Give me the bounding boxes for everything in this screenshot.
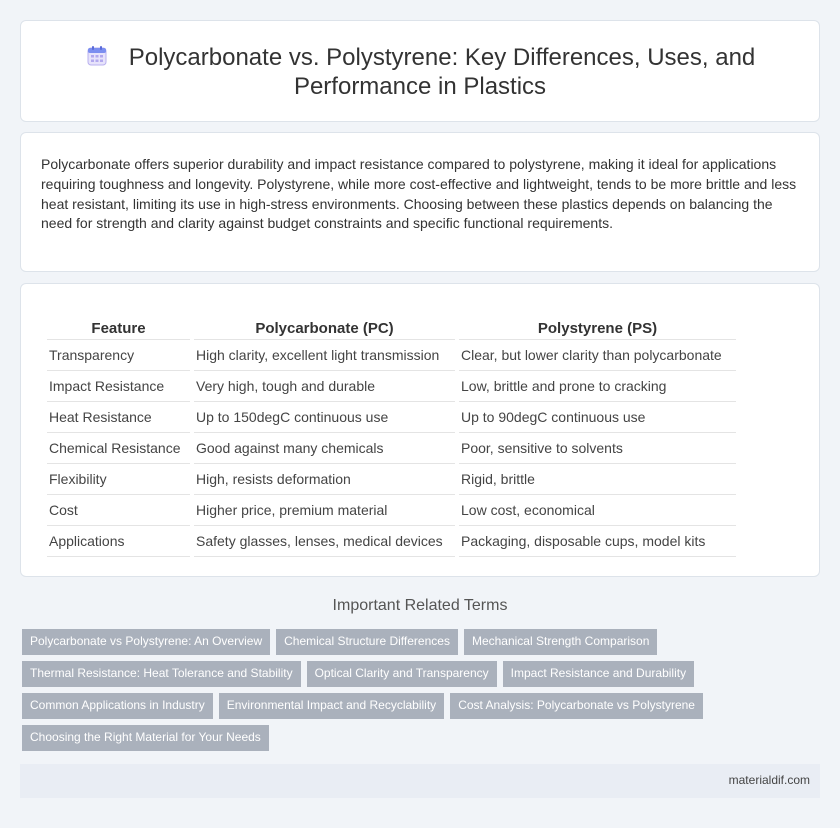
related-term-tag[interactable]: Cost Analysis: Polycarbonate vs Polystyrene bbox=[450, 693, 703, 719]
comparison-table bbox=[43, 314, 740, 557]
footer bbox=[20, 764, 820, 798]
table-cell: High clarity, excellent light transmission bbox=[194, 340, 455, 371]
table-cell: Poor, sensitive to solvents bbox=[459, 433, 736, 464]
table-cell: Flexibility bbox=[47, 464, 190, 495]
intro-card bbox=[20, 132, 820, 272]
title-line-1: Polycarbonate vs. Polystyrene: Key Differences, Uses, and bbox=[128, 44, 756, 71]
table-cell: Low cost, economical bbox=[459, 495, 736, 526]
table-row bbox=[47, 340, 736, 371]
table-row bbox=[47, 402, 736, 433]
table-cell: Impact Resistance bbox=[47, 371, 190, 402]
related-term-tag[interactable]: Mechanical Strength Comparison bbox=[464, 629, 657, 655]
intro-text: Polycarbonate offers superior durability and impact resistance compared to polystyrene, making it ideal for applications requiring toughness and longevity. Polystyrene, while more cost-effective and lightweight, tends to be more brittle and less heat resistant, limiting its use in high-stress environments. Choosing between these plastics depends on balancing the need for strength and clarity against budget constraints and specific functional requirements. bbox=[41, 156, 797, 232]
footer-site[interactable]: materialdif.com bbox=[728, 773, 810, 787]
table-cell: Applications bbox=[47, 526, 190, 557]
related-terms-list bbox=[22, 629, 722, 751]
comparison-card bbox=[20, 283, 820, 577]
table-cell: Chemical Resistance bbox=[47, 433, 190, 464]
title-line-2: Performance in Plastics bbox=[293, 73, 547, 100]
title-card bbox=[20, 20, 820, 122]
table-row bbox=[47, 433, 736, 464]
related-term-tag[interactable]: Optical Clarity and Transparency bbox=[307, 661, 497, 687]
column-header: Polystyrene (PS) bbox=[459, 314, 736, 340]
table-cell: Cost bbox=[47, 495, 190, 526]
related-term-tag[interactable]: Impact Resistance and Durability bbox=[503, 661, 694, 687]
table-row bbox=[47, 526, 736, 557]
table-cell: Up to 90degC continuous use bbox=[459, 402, 736, 433]
table-cell: Low, brittle and prone to cracking bbox=[459, 371, 736, 402]
table-cell: Rigid, brittle bbox=[459, 464, 736, 495]
table-cell: Higher price, premium material bbox=[194, 495, 455, 526]
table-cell: Packaging, disposable cups, model kits bbox=[459, 526, 736, 557]
table-header-row bbox=[47, 314, 736, 340]
table-cell: Transparency bbox=[47, 340, 190, 371]
table-cell: Clear, but lower clarity than polycarbonate bbox=[459, 340, 736, 371]
table-cell: Very high, tough and durable bbox=[194, 371, 455, 402]
related-terms-heading: Important Related Terms bbox=[332, 597, 508, 614]
page-title bbox=[21, 43, 819, 101]
related-term-tag[interactable]: Polycarbonate vs Polystyrene: An Overview bbox=[22, 629, 270, 655]
table-cell: Good against many chemicals bbox=[194, 433, 455, 464]
related-term-tag[interactable]: Chemical Structure Differences bbox=[276, 629, 458, 655]
table-cell: High, resists deformation bbox=[194, 464, 455, 495]
column-header: Feature bbox=[47, 314, 190, 340]
table-cell: Safety glasses, lenses, medical devices bbox=[194, 526, 455, 557]
related-term-tag[interactable]: Common Applications in Industry bbox=[22, 693, 213, 719]
related-term-tag[interactable]: Choosing the Right Material for Your Needs bbox=[22, 725, 269, 751]
table-cell: Up to 150degC continuous use bbox=[194, 402, 455, 433]
calendar-icon bbox=[85, 44, 109, 68]
related-term-tag[interactable]: Environmental Impact and Recyclability bbox=[219, 693, 444, 719]
column-header: Polycarbonate (PC) bbox=[194, 314, 455, 340]
table-row bbox=[47, 464, 736, 495]
table-cell: Heat Resistance bbox=[47, 402, 190, 433]
table-row bbox=[47, 495, 736, 526]
related-term-tag[interactable]: Thermal Resistance: Heat Tolerance and Stability bbox=[22, 661, 301, 687]
table-row bbox=[47, 371, 736, 402]
